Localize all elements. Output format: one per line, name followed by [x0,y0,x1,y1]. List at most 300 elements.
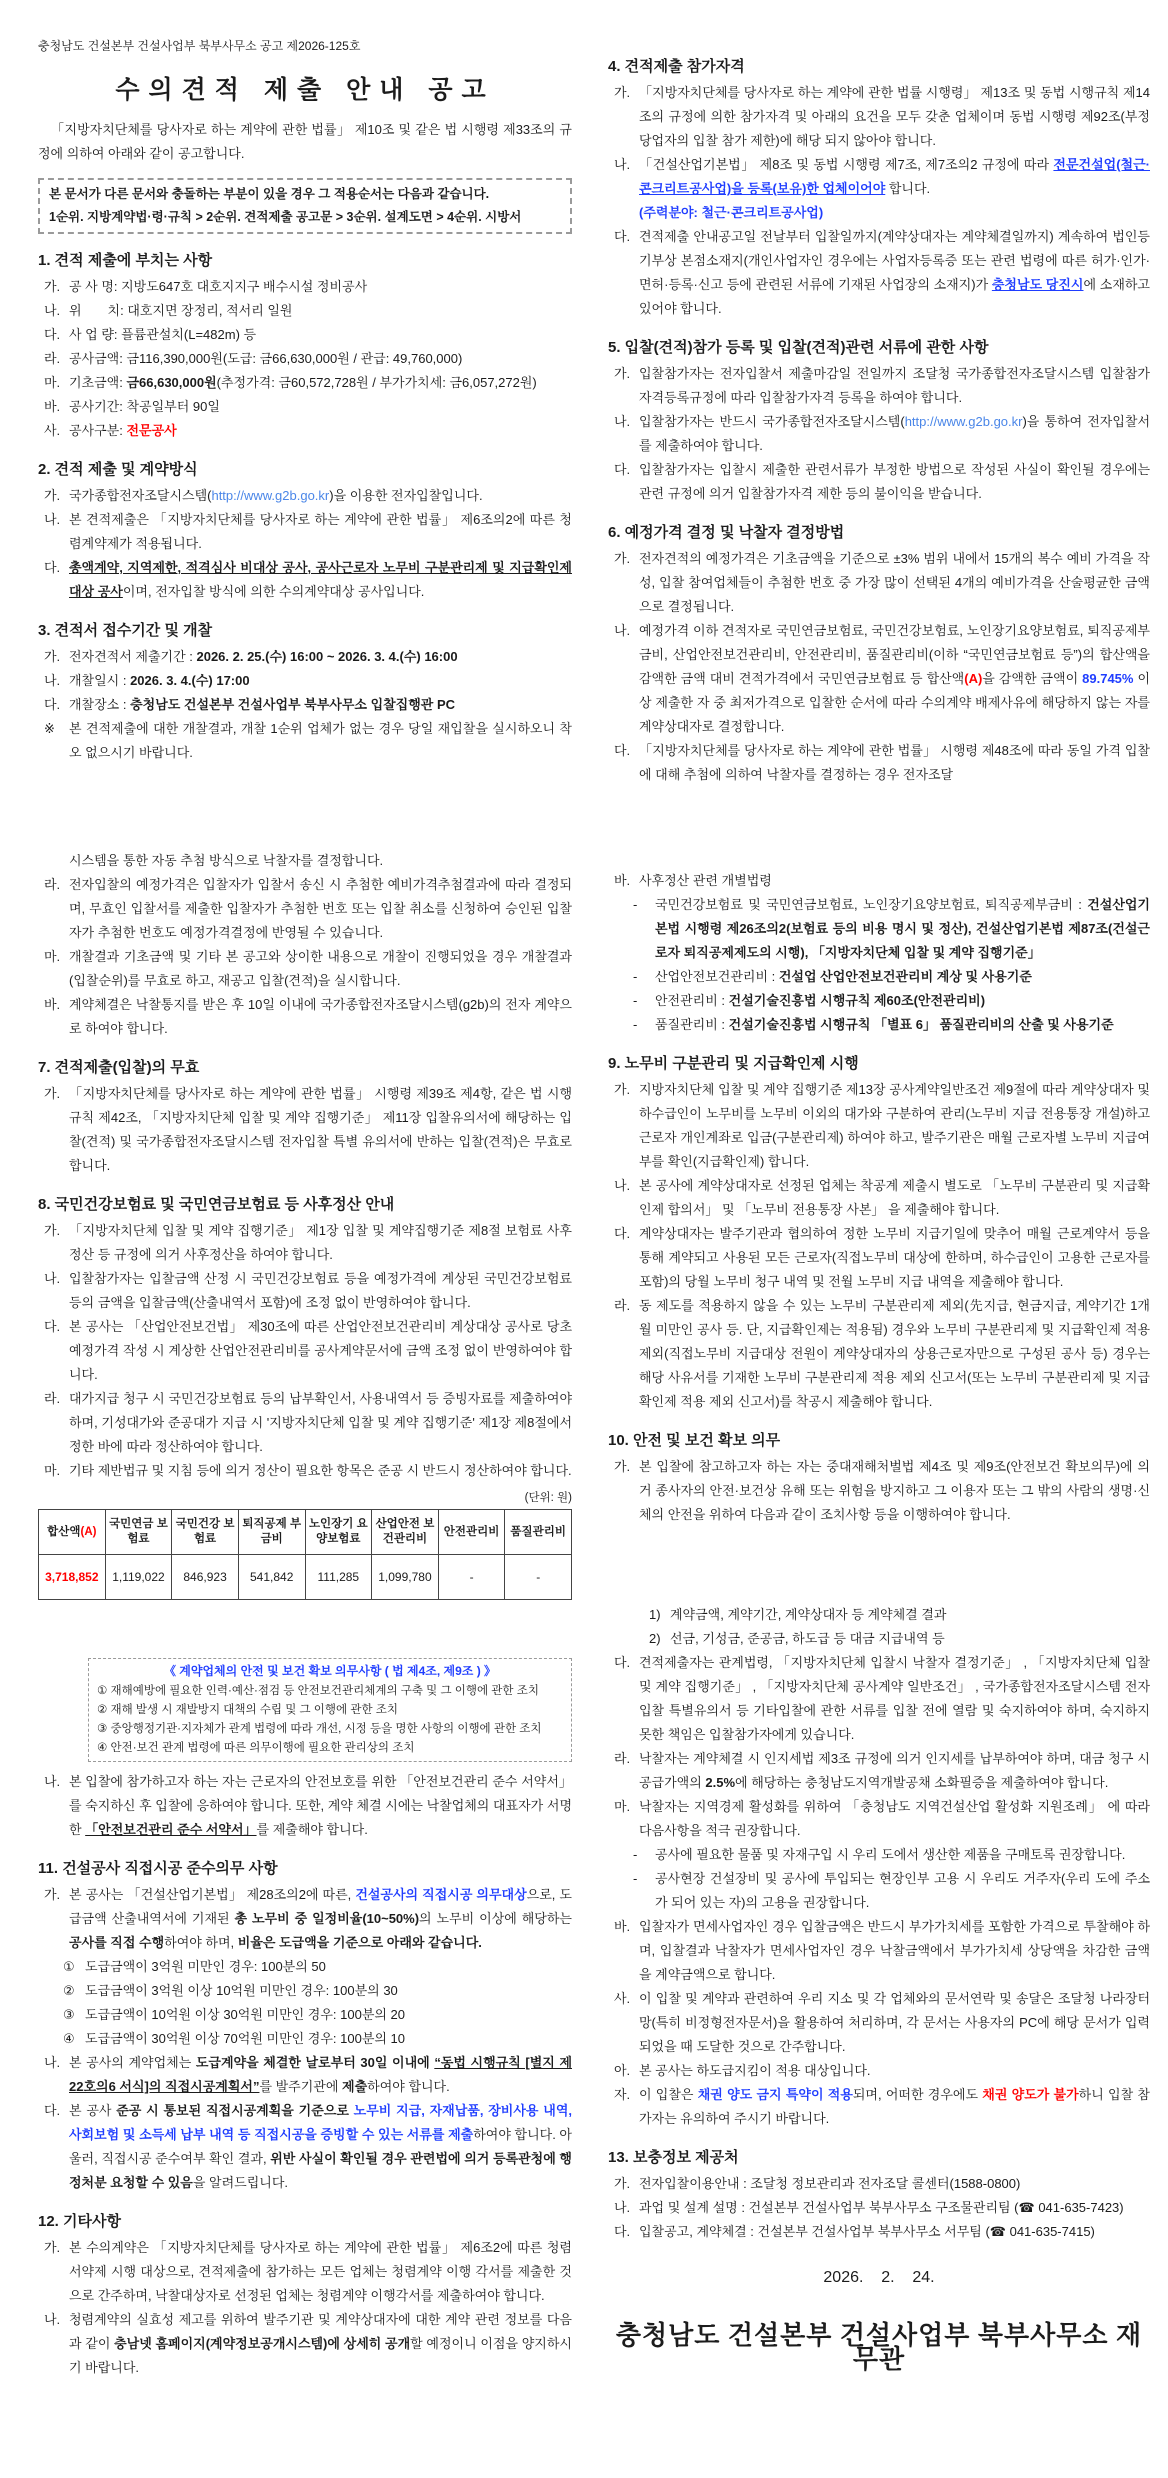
text-segment: 하니 입찰 참가자는 유의하여 주시기 바랍니다. [639,2087,1150,2126]
text-segment: 충청남도 당진시 [991,277,1084,292]
paragraph [38,717,572,765]
paragraph [608,1078,1150,1174]
item-text [639,1987,1150,2059]
paragraph [608,1843,1150,1867]
text-segment: 이며, 전자입찰 방식에 의한 수의계약대상 공사입니다. [122,584,425,599]
text-segment: 개찰일시 : [69,673,131,688]
text-segment: 낙찰자는 계약체결 시 인지세법 제3조 규정에 의거 인지세를 납부하여야 하며, 대금 청구 시 공급가액의 [639,1751,1150,1790]
text-segment: 공사기간: 착공일부터 90일 [69,399,220,414]
text-segment: 본 공사는 「건설산업기본법」 제28조의2에 따른, [69,1887,356,1902]
paragraph [38,669,572,693]
text-segment: 「안전보건관리 준수 서약서」 [85,1822,257,1837]
item-text [655,1843,1150,1867]
table-header-cell [39,1510,106,1555]
text-segment: 노무비 지급, 자재납품, 장비사용 내역, 사회보험 및 소득세 납부 내역 등 직접시공을 증빙할 수 있는 서류를 제출 [69,2103,572,2142]
paragraph [608,1747,1150,1795]
paragraph [38,2099,572,2195]
paragraph [38,2236,572,2308]
item-text [639,869,1150,893]
text-segment: 채권 양도 금지 특약이 적용 [697,2087,853,2102]
item-text [639,410,1150,458]
item-text [69,945,572,993]
item-label: - [633,993,638,1008]
text-segment: 전문건설업(철근·콘크리트공사업)을 등록(보유)한 업체이어야 [639,157,1150,196]
text-segment: 예정가격 이하 견적자로 국민연금보험료, 국민건강보험료, 노인장기요양보험료, 퇴직공제부금비, 산업안전보건관리비, 안전관리비, 품질관리비(이하 “국민연금보험료 등”)의 합산액을 감액한 금액 대비 견적가격에서 국민연금보험료 등 합산액 [639,623,1150,686]
text-segment: 하여야 합니다. 아울러, 직접시공 준수여부 확인 결과, [69,2127,572,2166]
item-text [639,2059,1150,2083]
paragraph [38,1955,572,1979]
text-segment: 품질관리비 [510,1525,566,1538]
item-label: 나. [44,512,61,527]
text-segment: 지방자치단체 입찰 및 계약 집행기준 제13장 공사계약일반조건 제9절에 따라 계약상대자 및 하수급인이 노무비를 노무비 이외의 대가와 구분하여 관리(노무비 지급 전용통장 개설)하고 근로자 개인계좌로 입금(구분관리제) 하여야 하고, 발주기관은 매월 근로자별 노무비 지급여부를 확인(지급확인제) 합니다. [639,1082,1150,1169]
text-segment: 안전관리비 : [655,993,729,1008]
item-label: 사. [614,1991,631,2006]
item-text [69,1770,572,1842]
item-label: 다. [614,462,631,477]
text-segment: 국민연금 보험료 [109,1518,168,1545]
item-label: 나. [614,623,631,638]
section-heading: 6. 예정가격 결정 및 낙찰자 결정방법 [608,524,845,541]
text-segment: 합니다. [885,181,931,196]
item-label: 라. [44,877,61,892]
text-segment: 846,923 [183,1570,227,1584]
text-segment: 이상 제출한 자 중 최저가격으로 입찰한 순서에 따라 수의계약 배제사유에 해당하지 않는 자를 계약상대자로 결정합니다. [639,671,1151,734]
text-segment: 을 감액한 금액이 [982,671,1083,686]
table-value-cell [372,1555,439,1600]
paragraph [608,1603,1150,1627]
text-segment: 품질관리비 : [655,1017,729,1032]
text-segment: 선금, 기성금, 준공금, 하도급 등 대금 지급내역 등 [670,1631,945,1646]
url-link[interactable]: http://www.g2b.go.kr [211,488,330,503]
paragraph [38,395,572,419]
paragraph [608,2059,1150,2083]
paragraph [608,1987,1150,2059]
paragraph [608,739,1150,787]
text-segment: “동법 시행규칙 [별지 제22호의6 서식]의 직접시공계획서” [69,2055,572,2094]
item-text [639,153,1150,201]
section-heading: 1. 견적 제출에 부치는 사항 [38,252,213,269]
text-segment: 도급금액이 3억원 이상 10억원 미만인 경우: 100분의 30 [85,1983,398,1998]
text-segment: 되며, 어떠한 경우에도 [852,2087,983,2102]
paragraph [608,1627,1150,1651]
item-text [639,2172,1150,2196]
text-segment: - [469,1570,474,1584]
item-label: 2) [649,1631,661,1646]
item-text [655,965,1150,989]
paragraph [608,965,1150,989]
text-segment: 사후정산 관련 개별법령 [639,873,772,888]
paragraph [38,1770,572,1842]
left-column [38,0,572,2380]
text-segment: 계약금액, 계약기간, 계약상대자 등 계약체결 결과 [670,1607,947,1622]
table-header-cell [105,1510,172,1555]
item-label: 나. [44,1774,61,1789]
text-segment: 기초금액: [69,375,127,390]
item-label: 다. [614,1655,631,1670]
item-label: 가. [614,1082,631,1097]
safety-box-line: ② 재해 발생 시 재발방지 대책의 수립 및 그 이행에 관한 조치 [97,1704,398,1716]
paragraph [608,1915,1150,1987]
text-segment: 89.745% [1082,671,1134,686]
text-segment: 전자견적의 예정가격은 기초금액을 기준으로 ±3% 범위 내에서 15개의 복수 예비 가격을 작성, 입찰 참여업체들이 추첨한 번호 중 가장 많이 선택된 4개의 예비가격을 산술평균한 금액으로 결정됩니다. [639,551,1150,614]
paragraph-continuation [38,849,572,873]
item-label: 라. [614,1298,631,1313]
text-segment: 본 입찰에 참가하고자 하는 자는 근로자의 안전보호를 위한 「안전보건관리 준수 서약서」를 숙지하신 후 입찰에 응하여야 합니다. 또한, 계약 체결 시에는 낙찰업체의 대표자가 서명한 [69,1774,572,1837]
text-segment: 하여야 합니다. [367,2079,450,2094]
spacer [608,1527,1150,1603]
paragraph [608,1013,1150,1037]
item-label: - [633,969,638,984]
item-text [639,225,1150,321]
spacer [38,1600,572,1656]
table-value-cell [105,1555,172,1600]
paragraph [38,1387,572,1459]
text-segment: 에 해당하는 충청남도지역개발공채 소화필증을 제출하여야 합니다. [735,1775,1109,1790]
item-label: 나. [614,414,631,429]
text-segment: 입찰자가 면세사업자인 경우 입찰금액은 반드시 부가가치세를 포함한 가격으로 투찰해야 하며, 입찰결과 낙찰자가 면세사업자인 경우 낙찰금액에서 부가가치세 상당액을 차감한 금액을 계약금액으로 합니다. [639,1919,1150,1982]
section-heading: 12. 기타사항 [38,2213,121,2230]
item-label: ② [63,1983,75,1998]
text-segment: 111,285 [317,1570,360,1584]
text-segment: 건설공사의 직접시공 의무대상 [355,1887,527,1902]
text-segment: 전자입찰의 예정가격은 입찰자가 입찰서 송신 시 추첨한 예비가격추첨결과에 따라 결정되며, 무효인 입찰서를 제출한 입찰자가 추첨한 번호 또는 입찰 취소를 신청하여 승인된 입찰자가 추첨한 번호도 예정가격결정에 반영될 수 있습니다. [69,877,572,940]
item-label: 다. [614,1226,631,1241]
text-segment: 위반 사실이 확인될 경우 관련법에 의거 등록관청에 행정처분 요청할 수 있음 [69,2151,572,2190]
signature: 충청남도 건설본부 건설사업부 북부사무소 재무관 [615,2321,1143,2374]
text-segment: 퇴직공제 부금비 [242,1518,302,1545]
text-segment: 에 소재하고 있어야 합니다. [639,277,1150,316]
item-text [69,1315,572,1387]
item-label: 가. [44,2240,61,2255]
item-label: 사. [44,423,61,438]
item-label: 가. [44,1223,61,1238]
url-link[interactable]: http://www.g2b.go.kr [904,414,1023,429]
item-text [655,893,1150,965]
item-label: 마. [44,949,61,964]
paragraph [608,81,1150,153]
text-segment: 본 공사의 계약업체는 [69,2055,196,2070]
paragraph [38,2308,572,2380]
text-segment: 전자견적서 제출기간 : [69,649,197,664]
item-label: 다. [44,560,61,575]
text-segment: 안전관리비 [443,1525,500,1538]
item-text [69,299,572,323]
item-text [639,362,1150,410]
text-segment: 본 공사는 「산업안전보건법」 제30조에 따른 산업안전보건관리비 계상대상 공사로 당초예정가격 작성 시 계상한 산업안전관리비를 공사계약문서에 금액 조정 없이 반영하여야 합니다. [69,1319,572,1382]
table-header-cell [438,1510,505,1555]
text-segment: 건설기술진흥법 시행규칙 제60조(안전관리비) [728,993,986,1008]
item-label: - [633,897,638,912]
table-header-cell [238,1510,305,1555]
text-segment: 산업안전 보건관리비 [375,1518,435,1545]
item-text [639,547,1150,619]
item-label: ③ [63,2007,75,2022]
section-heading: 8. 국민건강보험료 및 국민연금보험료 등 사후정산 안내 [38,1196,395,1213]
paragraph [608,2083,1150,2131]
item-text [69,693,572,717]
text-segment: - [536,1570,541,1584]
text-segment: 시스템을 통한 자동 추첨 방식으로 낙찰자를 결정합니다. [69,853,384,868]
item-text [85,2027,572,2051]
item-label: 라. [44,1391,61,1406]
paragraph [608,893,1150,965]
section-heading: 13. 보충정보 제공처 [608,2149,739,2166]
text-segment: 하여야 하며, [164,1935,238,1950]
paragraph [608,1795,1150,1843]
safety-box-title: 《 계약업체의 안전 및 보건 확보 의무사항 ( 법 제4조, 제9조 ) 》 [163,1664,497,1678]
item-label: 다. [44,1319,61,1334]
item-text [639,2083,1150,2131]
table-value-cell [305,1555,372,1600]
section-heading: 11. 건설공사 직접시공 준수의무 사항 [38,1860,278,1877]
paragraph [38,993,572,1041]
item-label: 1) [649,1607,661,1622]
table-value-cell [238,1555,305,1600]
text-segment: 공 사 명: 지방도647호 대호지지구 배수시설 정비공사 [69,279,368,294]
spacer [608,0,1150,40]
table-value-row [39,1555,572,1600]
text-segment: 1,099,780 [378,1570,432,1584]
paragraph-continuation [608,201,1150,225]
item-label: 바. [614,1919,631,1934]
section-heading: 9. 노무비 구분관리 및 지급확인제 시행 [608,1055,859,1072]
item-label: 나. [44,1271,61,1286]
paragraph [38,945,572,993]
right-blocks [608,0,1150,2244]
text-segment: 본 수의계약은 「지방자치단체를 당사자로 하는 계약에 관한 법률」 제6조2에 따른 청렴서약제 시행 대상으로, 견적제출에 참가하는 모든 업체는 청렴계약 이행 각서를 제출한 것으로 간주하며, 낙찰대상자로 선정된 업체는 청렴계약 이행각서를 제출하여야 합니다. [69,2240,572,2303]
text-segment: 도급금액이 3억원 미만인 경우: 100분의 50 [85,1959,326,1974]
text-segment: 국민건강보험료 및 국민연금보험료, 노인장기요양보험료, 퇴직공제부금비 : [655,897,1088,912]
paragraph [38,1979,572,2003]
item-text [69,873,572,945]
spacer [38,765,572,849]
item-label: 다. [614,743,631,758]
text-segment: 2026. 3. 4.(수) 17:00 [130,673,250,688]
item-label: 가. [44,488,61,503]
item-label: 나. [44,673,61,688]
settlement-table [38,1509,572,1600]
item-label: ※ [44,721,55,736]
item-label: 아. [614,2063,631,2078]
text-segment: 청렴계약의 실효성 제고를 위하여 발주기관 및 계약상대자에 대한 계약 관련 정보를 다음과 같이 [69,2312,572,2351]
item-text [69,347,572,371]
item-text [670,1627,1150,1651]
item-text [69,2308,572,2380]
paragraph [38,323,572,347]
item-text [69,1883,572,1955]
item-label: 바. [44,997,61,1012]
table-unit-label: (단위: 원) [524,1492,572,1504]
item-label: 나. [614,1178,631,1193]
paragraph [38,1315,572,1387]
text-segment: 2.5% [705,1775,736,1790]
text-segment: )을 이용한 전자입찰입니다. [329,488,483,503]
table-header-cell [372,1510,439,1555]
item-label: 가. [44,649,61,664]
text-segment: 동 제도를 적용하지 않을 수 있는 노무비 구분관리제 제외(先지급, 현금지급, 계약기간 1개월 미만인 공사 등. 단, 지급확인제는 적용됨) 경우와 노무비 구분관리제 및 지급확인제 적용 제외(직접노무비 지급대상 전원이 계약상대자의 상용근로자만으로 구성된 공사 등) 경우는 해당 사유서를 기재한 노무비 구분관리제 적용 제외 신고서(또는 노무비 구분관리제 및 지급확인제 적용 제외 신고서)를 착공시 제출해야 합니다. [639,1298,1150,1409]
paragraph [38,1459,572,1483]
item-text [655,1013,1150,1037]
text-segment: 공사구분: [69,423,127,438]
section-heading: 3. 견적서 접수기간 및 개찰 [38,622,213,639]
item-text [639,81,1150,153]
text-segment: 개찰장소 : [69,697,131,712]
text-segment: 입찰참가자는 입찰금액 산정 시 국민건강보험료 등을 예정가격에 계상된 국민건강보험료 등의 금액을 입찰금액(산출내역서 포함)에 조정 없이 반영하여야 합니다. [69,1271,572,1310]
text-segment: 낙찰자는 지역경제 활성화를 위하여 「충청남도 지역건설산업 활성화 지원조례」 에 따라 다음사항을 적극 권장합니다. [639,1799,1150,1838]
item-text [639,1294,1150,1414]
item-text [639,1747,1150,1795]
section-heading: 2. 견적 제출 및 계약방식 [38,461,198,478]
text-segment: (A) [80,1525,97,1538]
paragraph [608,1294,1150,1414]
text-segment: 건설기술진흥법 시행규칙 「별표 6」 품질관리비의 산출 및 사용기준 [728,1017,1114,1032]
paragraph [38,873,572,945]
text-segment: 본 견적제출은 「지방자치단체를 당사자로 하는 계약에 관한 법률」 제6조의2에 따른 청렴계약제가 적용됩니다. [69,512,572,551]
text-segment: 기타 제반법규 및 지침 등에 의거 정산이 필요한 항목은 준공 시 반드시 정산하여야 합니다. [69,1463,572,1478]
table-header-row [39,1510,572,1555]
item-label: ① [63,1959,75,1974]
notice-number: 충청남도 건설본부 건설사업부 북부사무소 공고 제2026-125호 [38,39,361,53]
text-segment: 금66,630,000원 [126,375,217,390]
text-segment: )을 통하여 전자입찰서를 제출하여야 합니다. [639,414,1151,453]
text-segment: 본 공사에 계약상대자로 선정된 업체는 착공계 제출시 별도로 「노무비 구분관리 및 지급확인제 합의서」 및 「노무비 전용통장 사본」 을 제출해야 합니다. [639,1178,1150,1217]
text-segment: (A) [964,671,983,686]
text-segment: 「지방자치단체를 당사자로 하는 계약에 관한 법률」 시행령 제39조 제4항, 같은 법 시행규칙 제42조, 「지방자치단체 입찰 및 계약 집행기준」 제11장 입찰유의서에 해당하는 입찰(견적) 및 국가종합전자조달시스템 전자입찰 특별 유의서에 반하는 입찰(견적)은 무효로 합니다. [69,1086,572,1173]
text-segment: 이 입찰은 [639,2087,698,2102]
priority-line-1: 본 문서가 다른 문서와 충돌하는 부분이 있을 경우 그 적용순서는 다음과 같습니다. [49,187,490,201]
item-text [639,2196,1150,2220]
left-blocks [38,249,572,2380]
paragraph [38,1267,572,1315]
item-text [639,458,1150,506]
text-segment: 본 입찰에 참고하고자 하는 자는 중대재해처벌법 제4조 및 제9조(안전보건 확보의무)에 의거 종사자의 안전·보건상 유해 또는 위험을 방지하고 그 이용자 또는 그 밖의 사람의 생명·신체의 안전을 위하여 다음과 같이 조치사항 등을 이행하여야 합니다. [639,1459,1150,1522]
table-value-cell [39,1555,106,1600]
text-segment: 1,119,022 [112,1570,165,1584]
text-segment: 계약상대자는 발주기관과 협의하여 정한 노무비 지급기일에 맞추어 매월 근로계약서 등을 통해 계약되고 사용된 모든 근로자(직접노무비 대상에 한하며, 하수급인이 고용한 근로자를 포함)의 당월 노무비 청구 내역 및 전월 노무비 지급 내역을 제출해야 합니다. [639,1226,1150,1289]
item-text [69,508,572,556]
text-segment: 합산액 [47,1525,81,1538]
item-label: 가. [44,279,61,294]
text-segment: 「지방자치단체 입찰 및 계약 집행기준」 제1장 입찰 및 계약집행기준 제8절 보험료 사후정산 등 규정에 의거 사후정산을 하여야 합니다. [69,1223,572,1262]
text-segment: 노인장기 요양보험료 [308,1518,368,1545]
table-header-cell [505,1510,572,1555]
paragraph [38,556,572,604]
paragraph [38,1883,572,1955]
text-segment: 입찰참가자는 입찰시 제출한 관련서류가 부정한 방법으로 작성된 사실이 확인될 경우에는 관련 규정에 의거 입찰참가자격 제한 등의 불이익을 받습니다. [639,462,1150,501]
item-label: 나. [44,303,61,318]
text-segment: 도급계약을 체결한 날로부터 30일 이내에 [195,2055,435,2070]
table-value-cell [172,1555,239,1600]
text-segment: 개찰결과 기초금액 및 기타 본 공고와 상이한 내용으로 개찰이 진행되었을 경우 개찰결과(입찰순위)를 무효로 하고, 재공고 입찰(견적)을 실시합니다. [69,949,572,988]
paragraph [608,458,1150,506]
item-text [655,1867,1150,1915]
text-segment: 국가종합전자조달시스템( [69,488,212,503]
item-text [639,1455,1150,1527]
text-segment: 3,718,852 [45,1570,99,1584]
item-text [69,993,572,1041]
text-segment: 사 업 량: 플륨관설치(L=482m) 등 [69,327,257,342]
text-segment: 를 제출해야 합니다. [256,1822,368,1837]
item-label: 마. [44,1463,61,1478]
text-segment: 계약체결은 낙찰통지를 받은 후 10일 이내에 국가종합전자조달시스템(g2b)의 전자 계약으로 하여야 합니다. [69,997,572,1036]
item-text [69,323,572,347]
item-label: 가. [614,366,631,381]
text-segment: 「지방자치단체를 당사자로 하는 계약에 관한 법률」 시행령 제48조에 따라 동일 가격 입찰에 대해 추첨에 의하여 낙찰자를 결정하는 경우 전자조달 [639,743,1150,782]
text-segment: 으로, 도급금액 산출내역서에 기재된 [69,1887,572,1926]
text-segment: 541,842 [249,1570,294,1584]
item-label: 가. [614,85,631,100]
text-segment: 본 공사 [69,2103,117,2118]
item-text [69,2051,572,2099]
item-label: 라. [614,1751,631,1766]
paragraph [38,347,572,371]
text-segment: 입찰참가자는 반드시 국가종합전자조달시스템( [639,414,905,429]
table-value-cell [505,1555,572,1600]
item-label: 가. [44,1086,61,1101]
text-segment: 전자입찰이용안내 : 조달청 정보관리과 전자조달 콜센터(1588-0800) [639,2176,1021,2191]
item-label: 바. [44,399,61,414]
paragraph [38,508,572,556]
text-segment: 견적제출자는 관계법령, 「지방자치단체 입찰시 낙찰자 결정기준」 , 「지방자치단체 입찰 및 계약 집행기준」 , 「지방자치단체 공사계약 일반조건」 , 국가종합전자조달시스템 전자입찰 특별유의서 등 기타입찰에 관한 서류를 입찰 전에 열람 및 숙지하여야 하며, 숙지하지 못한 책임은 입찰참가자에게 있습니다. [639,1655,1150,1742]
item-label: 가. [614,551,631,566]
notice-date: 2026. 2. 24. [823,2269,935,2286]
spacer [608,787,1150,869]
item-label: - [633,1847,638,1862]
item-text [655,989,1150,1013]
item-label: - [633,1017,638,1032]
item-text [69,395,572,419]
paragraph [608,410,1150,458]
item-label: 마. [614,1799,631,1814]
item-text [85,1955,572,1979]
paragraph [38,275,572,299]
item-label: 다. [44,327,61,342]
text-segment: 총 노무비 중 일정비율(10~50%) [234,1911,420,1926]
text-segment: 공사현장 건설장비 및 공사에 투입되는 현장인부 고용 시 우리도 거주자(우리 도에 주소가 되어 있는 자)의 고용을 권장합니다. [655,1871,1150,1910]
paragraph [38,419,572,443]
text-segment: 도급금액이 30억원 이상 70억원 미만인 경우: 100분의 10 [85,2031,406,2046]
item-label: 마. [44,375,61,390]
item-label: 나. [614,2200,631,2215]
paragraph [38,2027,572,2051]
text-segment: 전문공사 [126,423,177,438]
item-text [69,645,572,669]
paragraph [608,225,1150,321]
text-segment: (주력분야: 철근·콘크리트공사업) [639,205,824,220]
item-text [85,1979,572,2003]
paragraph [608,869,1150,893]
item-text [639,619,1150,739]
section-heading: 4. 견적제출 참가자격 [608,58,745,75]
item-text [639,1078,1150,1174]
item-label: 나. [44,2312,61,2327]
paragraph [608,153,1150,201]
paragraph [608,2220,1150,2244]
paragraph [38,2003,572,2027]
item-label: 나. [614,157,631,172]
paragraph [38,1082,572,1178]
table-header-cell [305,1510,372,1555]
text-segment: 공사를 직접 수행 [69,1935,165,1950]
paragraph [608,619,1150,739]
table-header-cell [172,1510,239,1555]
paragraph [608,2172,1150,2196]
item-text [69,1267,572,1315]
safety-box-line: ① 재해예방에 필요한 인력·예산·점검 등 안전보건관리체계의 구축 및 그 이행에 관한 조치 [97,1685,539,1697]
text-segment: 국민건강 보험료 [175,1518,235,1545]
text-segment: 비율은 도급액을 기준으로 아래와 같습니다. [237,1935,482,1950]
paragraph [38,484,572,508]
